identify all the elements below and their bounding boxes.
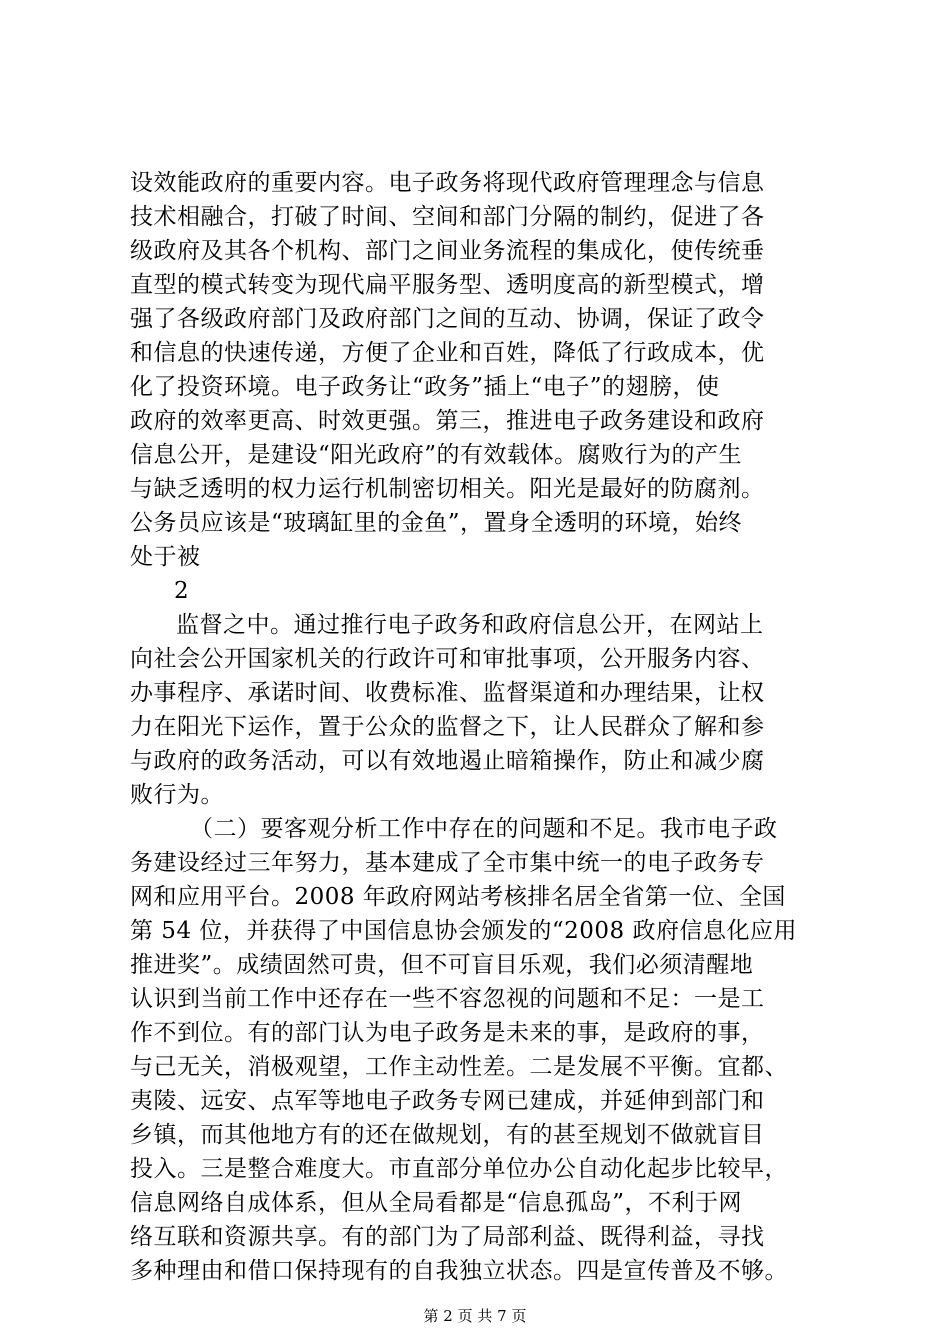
page-break-marker: 2 xyxy=(174,578,190,604)
text-line: 第 54 位，并获得了中国信息协会颁发的“2008 政府信息化应用 xyxy=(130,918,797,944)
text-line: 败行为。 xyxy=(130,782,224,808)
paragraph-efficiency xyxy=(130,166,850,574)
text-line: 认识到当前工作中还存在一些不容忽视的问题和不足：一是工 xyxy=(130,986,765,1012)
text-line: 络互联和资源共享。有的部门为了局部利益、既得利益，寻找 xyxy=(130,1224,765,1250)
text-line: 化了投资环境。电子政务让“政务”插上“电子”的翅膀，使 xyxy=(130,374,720,400)
text-line: 级政府及其各个机构、部门之间业务流程的集成化，使传统垂 xyxy=(130,238,765,264)
text-line: 公务员应该是“玻璃缸里的金鱼”，置身全透明的环境，始终 xyxy=(130,510,743,536)
text-line: 办事程序、承诺时间、收费标准、监督渠道和办理结果，让权 xyxy=(130,680,765,706)
text-line: 设效能政府的重要内容。电子政务将现代政府管理理念与信息 xyxy=(130,170,765,196)
text-line: 政府的效率更高、时效更强。第三，推进电子政务建设和政府 xyxy=(130,408,765,434)
text-line: 处于被 xyxy=(130,544,201,570)
text-line: 力在阳光下运作，置于公众的监督之下，让人民群众了解和参 xyxy=(130,714,765,740)
text-line: 乡镇，而其他地方有的还在做规划，有的甚至规划不做就盲目 xyxy=(130,1122,765,1148)
text-line: 技术相融合，打破了时间、空间和部门分隔的制约，促进了各 xyxy=(130,204,765,230)
text-line: 与缺乏透明的权力运行机制密切相关。阳光是最好的防腐剂。 xyxy=(130,476,765,502)
text-line: 推进奖”。成绩固然可贵，但不可盲目乐观，我们必须清醒地 xyxy=(130,952,754,978)
text-line: 强了各级政府部门及政府部门之间的互动、协调，保证了政令 xyxy=(130,306,765,332)
paragraph-problems xyxy=(130,812,850,1288)
text-line: 向社会公开国家机关的行政许可和审批事项，公开服务内容、 xyxy=(130,646,765,672)
text-line: 直型的模式转变为现代扁平服务型、透明度高的新型模式，增 xyxy=(130,272,765,298)
text-line: 多种理由和借口保持现有的自我独立状态。四是宣传普及不够。 xyxy=(130,1258,788,1284)
text-line: 和信息的快速传递，方便了企业和百姓，降低了行政成本，优 xyxy=(130,340,765,366)
text-line: 与政府的政务活动，可以有效地遏止暗箱操作，防止和减少腐 xyxy=(130,748,765,774)
text-line: 信息网络自成体系，但从全局看都是“信息孤岛”，不利于网 xyxy=(130,1190,743,1216)
text-line: 务建设经过三年努力，基本建成了全市集中统一的电子政务专 xyxy=(130,850,765,876)
body-text xyxy=(130,166,850,1288)
text-line: 信息公开，是建设“阳光政府”的有效载体。腐败行为的产生 xyxy=(130,442,743,468)
paragraph-supervision xyxy=(130,608,850,812)
text-line: 监督之中。通过推行电子政务和政府信息公开，在网站上 xyxy=(176,612,764,638)
text-line: 网和应用平台。2008 年政府网站考核排名居全省第一位、全国 xyxy=(130,884,786,910)
text-line: 夷陵、远安、点军等地电子政务专网已建成，并延伸到部门和 xyxy=(130,1088,765,1114)
text-line: 与己无关，消极观望，工作主动性差。二是发展不平衡。宜都、 xyxy=(130,1054,788,1080)
text-line: 作不到位。有的部门认为电子政务是未来的事，是政府的事， xyxy=(130,1020,765,1046)
text-line: （二）要客观分析工作中存在的问题和不足。我市电子政 xyxy=(190,816,778,842)
text-line: 投入。三是整合难度大。市直部分单位办公自动化起步比较早， xyxy=(130,1156,788,1182)
page-footer: 第 2 页 共 7 页 xyxy=(423,1307,527,1325)
